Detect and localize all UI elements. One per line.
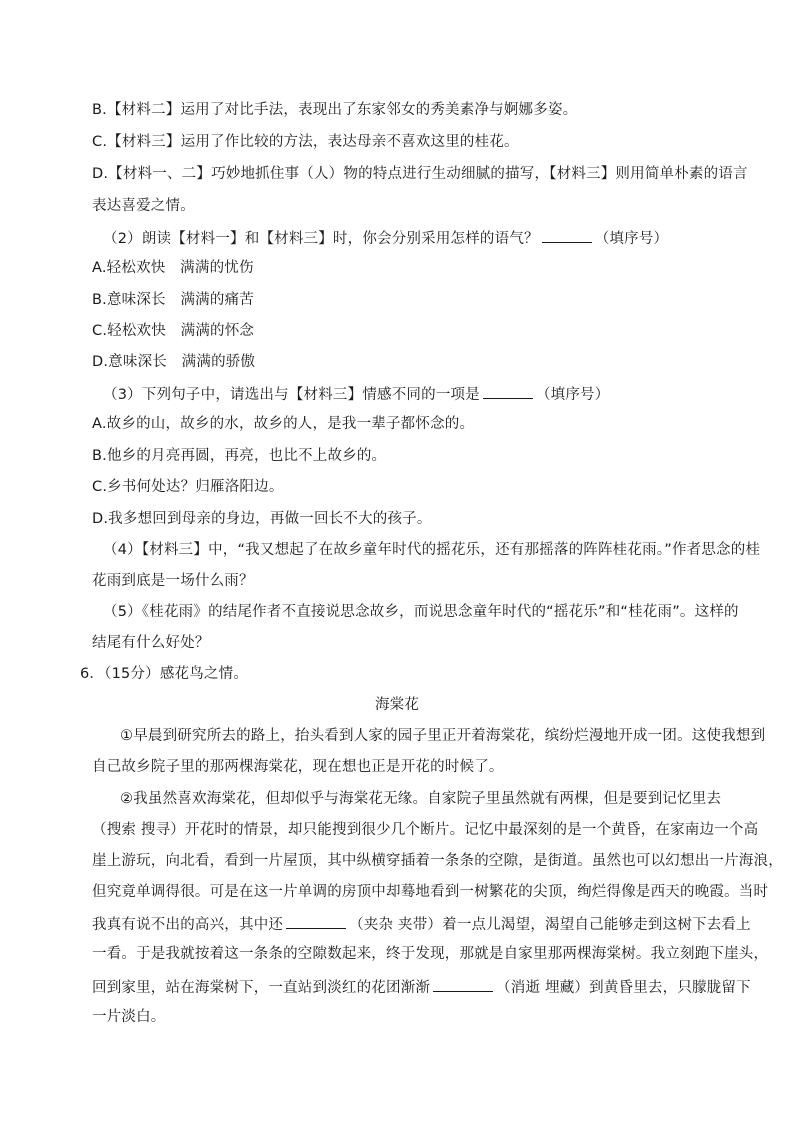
question-2: [103, 227, 743, 249]
option-d-material-cont: 表达喜爱之情。: [92, 198, 195, 214]
question-2-text: （2）朗读【材料一】和【材料三】时，你会分别采用怎样的语气？: [103, 231, 539, 247]
q2-option-b: B.意味深长 满满的痛苦: [92, 292, 254, 308]
q2-option-c: C.轻松欢快 满满的怀念: [92, 323, 255, 339]
answer-blank[interactable]: [483, 383, 533, 399]
fill-blank[interactable]: [286, 913, 346, 929]
question-4-cont: 花雨到底是一场什么雨？: [92, 573, 254, 589]
question-2-suffix: （填序号）: [594, 231, 669, 247]
passage-para-2-line: [92, 976, 751, 998]
fill-blank[interactable]: [433, 976, 493, 992]
passage-text: 我真有说不出的高兴，其中还: [92, 917, 284, 933]
passage-para-1: ①早晨到研究所去的路上，抬头看到人家的园子里正开着海棠花，缤纷烂漫地开成一团。这使我想到: [120, 728, 766, 744]
q3-option-a: A.故乡的山，故乡的水，故乡的人，是我一辈子都怀念的。: [92, 416, 475, 432]
passage-para-2: ②我虽然喜欢海棠花，但却似乎与海棠花无缘。自家院子里虽然就有两棵，但是要到记忆里去: [120, 791, 722, 807]
option-b-material: B.【材料二】运用了对比手法，表现出了东家邻女的秀美素净与婀娜多姿。: [92, 102, 578, 118]
passage-para-2-line: （搜索 搜寻）开花时的情景，却只能搜到很少几个断片。记忆中最深刻的是一个黄昏，在家南边一个高: [92, 822, 759, 838]
passage-para-1-cont: 自己故乡院子里的那两棵海棠花，现在想也正是开花的时候了。: [92, 759, 504, 775]
q2-option-a: A.轻松欢快 满满的忧伤: [92, 260, 254, 276]
option-c-material: C.【材料三】运用了作比较的方法，表达母亲不喜欢这里的桂花。: [92, 134, 519, 150]
passage-title: 海棠花: [374, 697, 420, 713]
q3-option-b: B.他乡的月亮再圆，再亮，也比不上故乡的。: [92, 448, 387, 464]
q3-option-d: D.我多想回到母亲的身边，再做一回长不大的孩子。: [92, 511, 432, 527]
question-3-text: （3）下列句子中，请选出与【材料三】情感不同的一项是: [103, 387, 480, 403]
passage-text: （消逝 埋藏）到黄昏里去，只朦胧留下: [496, 980, 751, 996]
q2-option-d: D.意味深长 满满的骄傲: [92, 354, 256, 370]
passage-para-2-line: 但究竟单调得很。可是在这一片单调的房顶中却蓦地看到一树繁花的尖顶，绚烂得像是西天的晚霞。当时: [92, 884, 769, 900]
question-6-heading: 6．（15分）感花鸟之情。: [80, 666, 249, 682]
question-5-cont: 结尾有什么好处？: [92, 635, 210, 651]
option-d-material: D.【材料一、二】巧妙地抓住事（人）物的特点进行生动细腻的描写，【材料三】则用简单朴素的语言: [92, 166, 748, 182]
question-3: [103, 383, 743, 405]
question-4: （4）【材料三】中，“我又想起了在故乡童年时代的摇花乐，还有那摇落的阵阵桂花雨。”作者思念的桂: [103, 542, 761, 558]
passage-para-2-line: [92, 913, 751, 935]
passage-text: 回到家里，站在海棠树下，一直站到淡红的花团渐渐: [92, 980, 431, 996]
question-5: （5）《桂花雨》的结尾作者不直接说思念故乡，而说思念童年时代的“摇花乐”和“桂花雨”。这样的: [103, 604, 739, 620]
passage-text: （夹杂 夹带）着一点儿渴望，渴望自己能够走到这树下去看上: [349, 917, 751, 933]
question-3-suffix: （填序号）: [535, 387, 610, 403]
answer-blank[interactable]: [542, 227, 592, 243]
q3-option-c: C.乡书何处达？归雁洛阳边。: [92, 479, 284, 495]
passage-para-2-line: 一看。于是我就按着这一条条的空隙数起来，终于发现，那就是自家里那两棵海棠树。我立刻跑下崖头，: [92, 946, 769, 962]
passage-para-2-line: 崖上游玩，向北看，看到一片屋顶，其中纵横穿插着一条条的空隙，是街道。虽然也可以幻想出一片海浪，: [92, 853, 783, 869]
passage-para-2-line: 一片淡白。: [92, 1009, 166, 1025]
